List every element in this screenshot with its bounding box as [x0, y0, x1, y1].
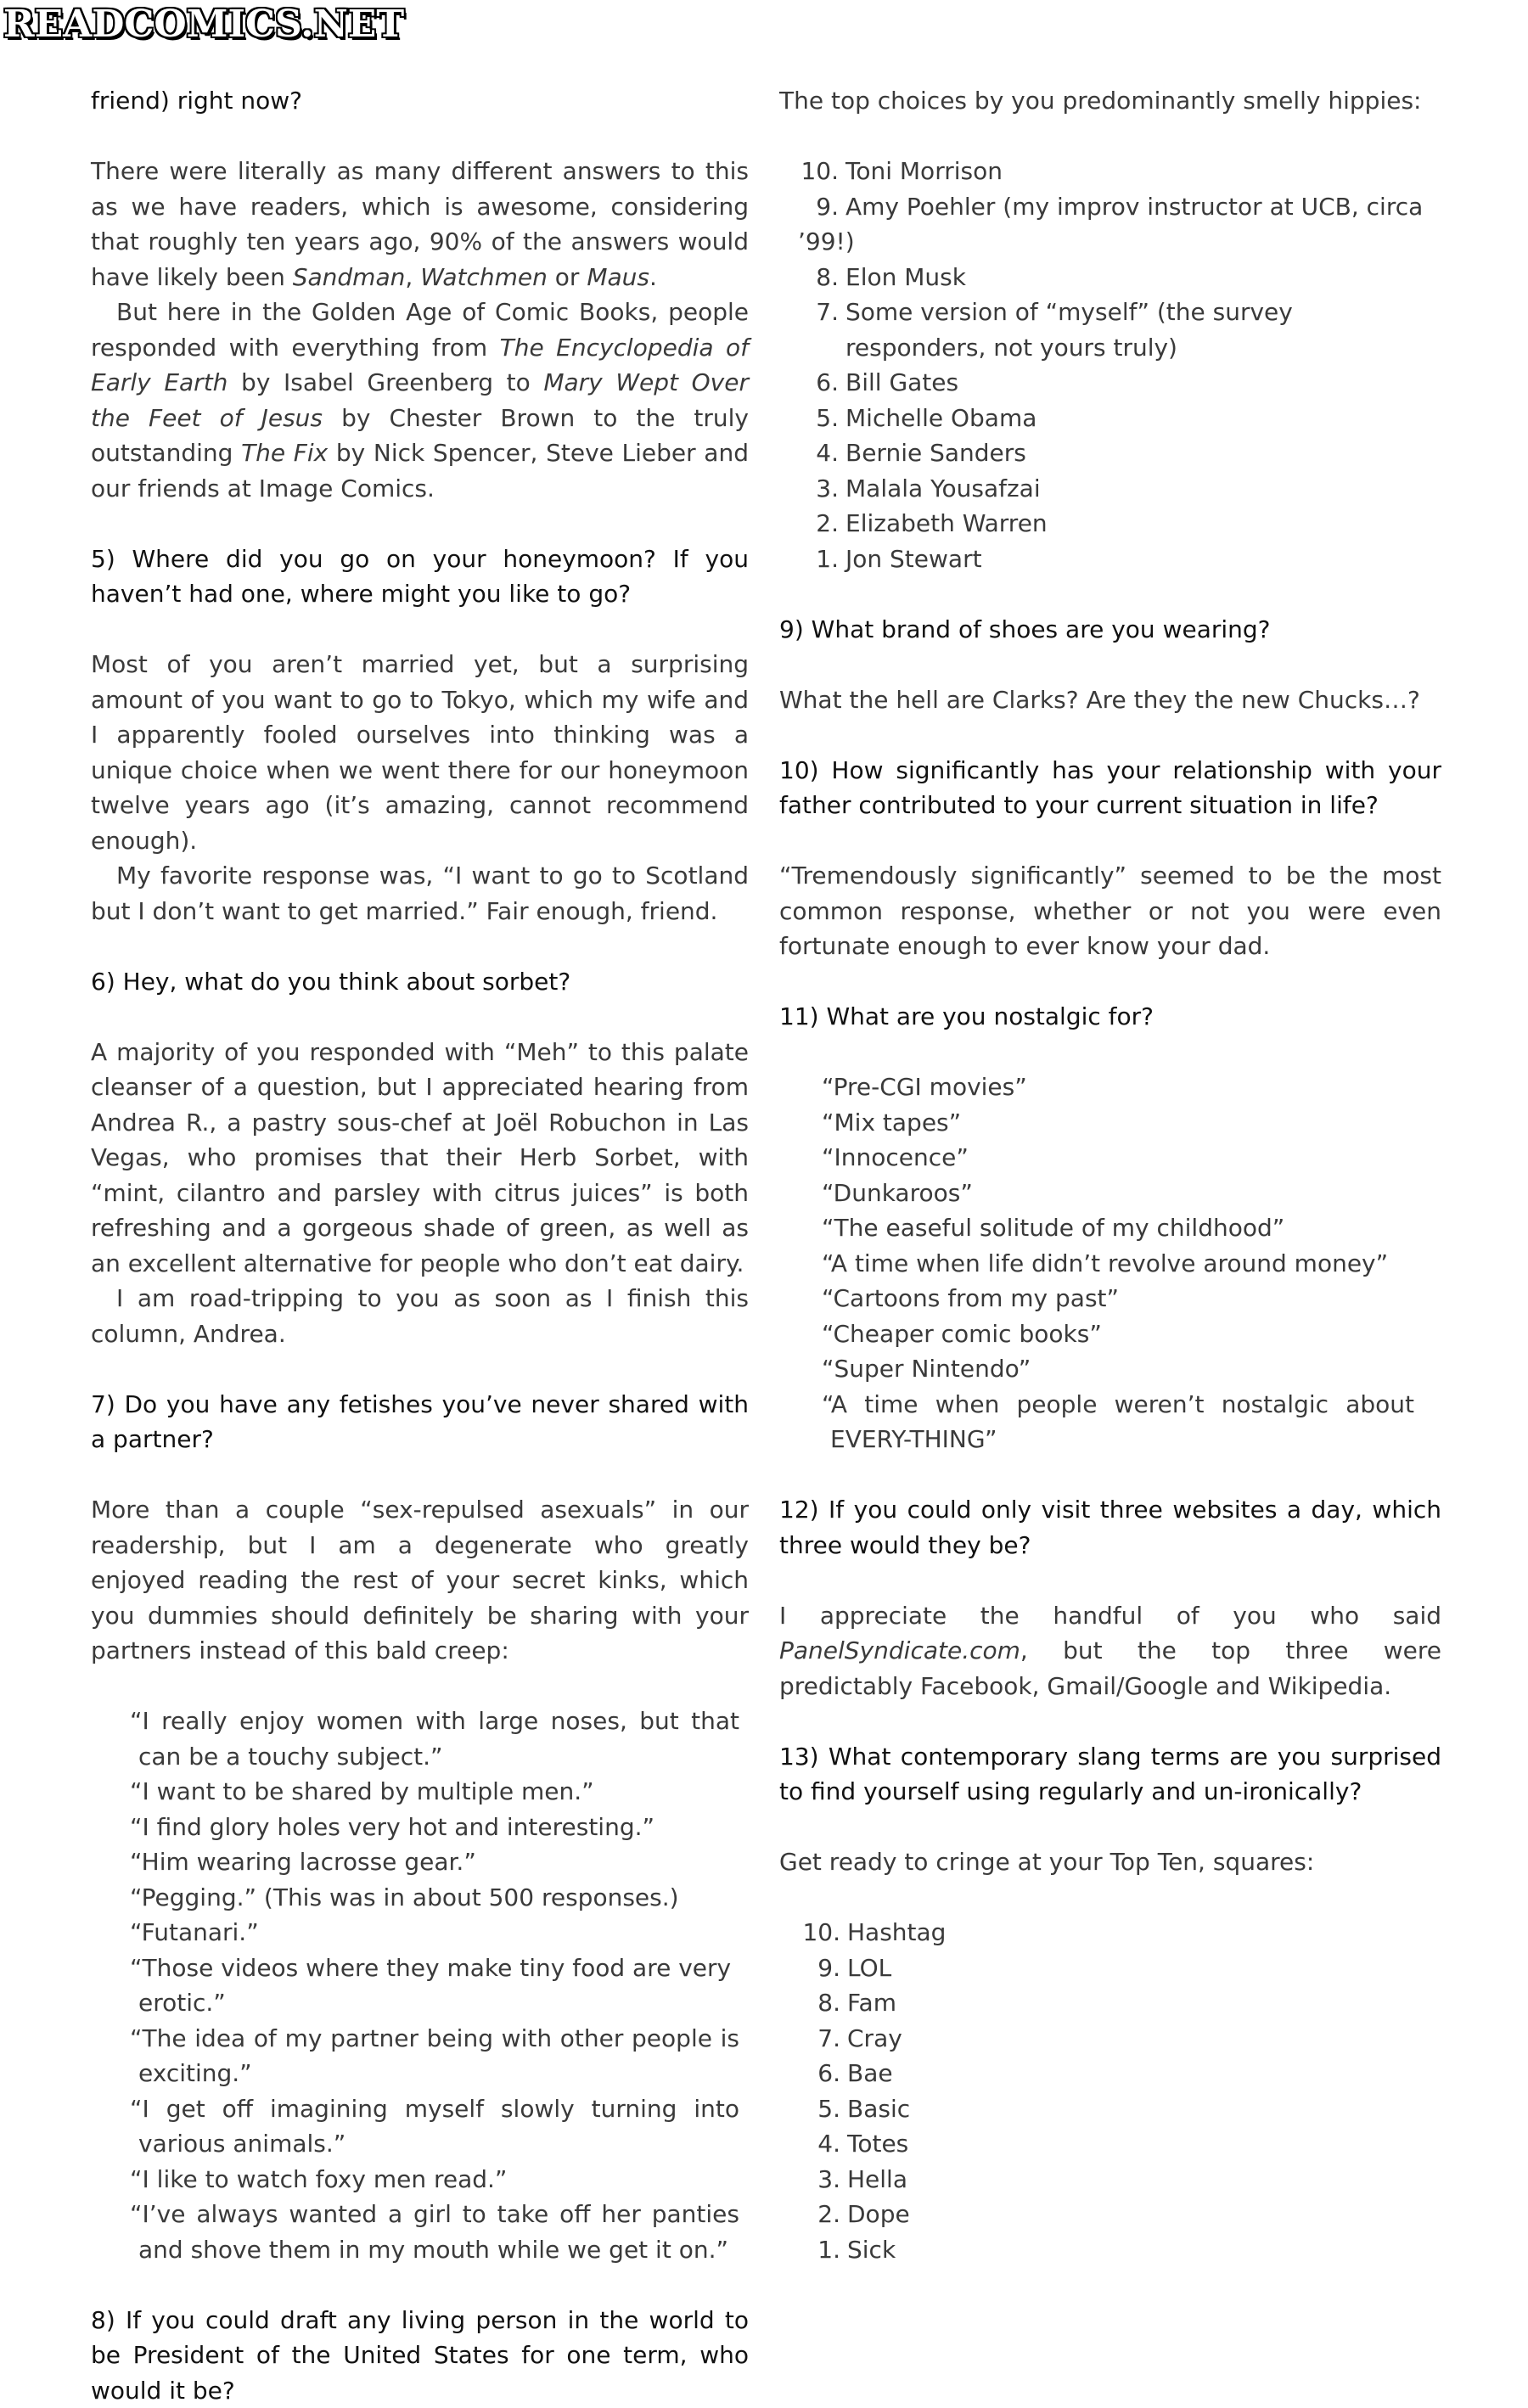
q8-intro: The top choices by you predominantly smelly hippies: — [779, 83, 1441, 119]
q4-answer-1 — [91, 154, 749, 295]
list-item — [798, 542, 1441, 577]
list-item — [801, 1951, 1441, 1986]
period: . — [649, 263, 657, 291]
list-item — [801, 2197, 1441, 2232]
list-item — [801, 2232, 1441, 2268]
list-text: Jon Stewart — [845, 545, 982, 573]
or: or — [548, 263, 587, 291]
right-column — [779, 83, 1441, 2267]
list-number: 9. — [801, 1951, 847, 1986]
list-item: “Mix tapes” — [803, 1105, 1414, 1141]
question-7: 7) Do you have any fetishes you’ve never shared with a partner? — [91, 1387, 749, 1457]
list-number: 8. — [798, 260, 845, 295]
list-number: 7. — [801, 2021, 847, 2057]
list-number: 4. — [798, 435, 845, 471]
list-item — [798, 154, 1441, 189]
list-item — [801, 2021, 1441, 2057]
title-sandman: Sandman — [293, 263, 406, 291]
list-item — [801, 2162, 1441, 2198]
list-item — [801, 2091, 1441, 2127]
list-number: 4. — [801, 2126, 847, 2162]
list-item — [798, 435, 1441, 471]
list-number: 1. — [798, 542, 845, 577]
president-list — [779, 154, 1441, 576]
list-item: “Cartoons from my past” — [803, 1281, 1414, 1316]
list-text: Amy Poehler (my improv instructor at UCB, circa ’99!) — [798, 193, 1423, 256]
site-logo[interactable]: READCOMICS.NET — [3, 3, 404, 46]
list-text: Elizabeth Warren — [845, 509, 1048, 537]
list-text: Bae — [847, 2059, 893, 2087]
list-number: 5. — [801, 2091, 847, 2127]
q4-answer-2 — [91, 295, 749, 506]
question-12: 12) If you could only visit three websites a day, which three would they be? — [779, 1492, 1441, 1563]
list-item: “A time when life didn’t revolve around money” — [803, 1246, 1414, 1282]
list-item: “Dunkaroos” — [803, 1176, 1414, 1211]
list-item: “Pegging.” (This was in about 500 responses.) — [111, 1880, 739, 1916]
list-item — [798, 260, 1441, 295]
q4-tail: friend) right now? — [91, 83, 749, 119]
list-item: “I want to be shared by multiple men.” — [111, 1774, 739, 1810]
list-text: Malala Yousafzai — [845, 474, 1041, 502]
list-item: “I really enjoy women with large noses, but that can be a touchy subject.” — [111, 1704, 739, 1774]
comma: , — [405, 263, 420, 291]
title-the-fix: The Fix — [241, 439, 328, 467]
question-13: 13) What contemporary slang terms are you surprised to find yourself using regularly and un-ironically? — [779, 1739, 1441, 1810]
q4-text-2a: But here in the Golden Age of Comic Books, people responded with everything from — [91, 298, 749, 362]
slang-list — [779, 1915, 1441, 2267]
list-text: Bill Gates — [845, 368, 958, 396]
q4-text-2b: by Isabel Greenberg to — [228, 368, 543, 396]
list-item: “I’ve always wanted a girl to take off her panties and shove them in my mouth while we get it on.” — [111, 2197, 739, 2267]
list-text: Toni Morrison — [845, 157, 1003, 185]
list-item — [798, 471, 1441, 507]
q4-text-2c: by Chester Brown to the truly outstanding — [91, 404, 749, 468]
question-9: 9) What brand of shoes are you wearing? — [779, 612, 1441, 648]
q9-answer: What the hell are Clarks? Are they the new Chucks…? — [779, 682, 1441, 718]
left-column — [91, 83, 749, 2408]
question-10: 10) How significantly has your relationship with your father contributed to your current situation in life? — [779, 753, 1441, 823]
list-item — [798, 189, 1441, 260]
list-item — [798, 506, 1441, 542]
list-number: 6. — [798, 365, 845, 401]
list-number: 3. — [798, 471, 845, 507]
list-item: “Super Nintendo” — [803, 1351, 1414, 1387]
title-maus: Maus — [587, 263, 649, 291]
q12-text-1: I appreciate the handful of you who said — [779, 1602, 1441, 1630]
list-text: Totes — [847, 2130, 908, 2158]
q12-answer — [779, 1598, 1441, 1704]
question-6: 6) Hey, what do you think about sorbet? — [91, 964, 749, 1000]
list-item — [801, 2126, 1441, 2162]
list-item: “I like to watch foxy men read.” — [111, 2162, 739, 2198]
list-number: 9. — [798, 189, 845, 225]
question-5: 5) Where did you go on your honeymoon? If you haven’t had one, where might you like to go? — [91, 542, 749, 612]
q13-intro: Get ready to cringe at your Top Ten, squares: — [779, 1844, 1441, 1880]
nostalgia-list — [779, 1069, 1414, 1457]
question-8: 8) If you could draft any living person in the world to be President of the United States for one term, who would it be? — [91, 2303, 749, 2408]
q5-answer-2: My favorite response was, “I want to go to Scotland but I don’t want to get married.” Fair enough, friend. — [91, 858, 749, 929]
list-number: 3. — [801, 2162, 847, 2198]
list-text: Hashtag — [847, 1918, 946, 1946]
panel-syndicate-site: PanelSyndicate.com — [779, 1636, 1020, 1664]
list-item: “The idea of my partner being with other people is exciting.” — [111, 2021, 739, 2091]
q12-text-2: , but the top three were predictably Facebook, Gmail/Google and Wikipedia. — [779, 1636, 1441, 1700]
list-item: “I find glory holes very hot and interesting.” — [111, 1810, 739, 1845]
title-watchmen: Watchmen — [420, 263, 548, 291]
list-number: 10. — [798, 154, 845, 189]
title-encyclopedia: The Encyclopedia of Early Earth — [91, 334, 749, 397]
q6-answer-1: A majority of you responded with “Meh” to this palate cleanser of a question, but I appreciated hearing from Andrea R., a pastry sous-chef at Joël Robuchon in Las Vegas, who promises that their Herb Sorbet, with “mint, cilantro and parsley with citrus juices” is both refreshing and a gorgeous shade of green, as well as an excellent alternative for people who don’t eat dairy. — [91, 1035, 749, 1282]
list-text: Hella — [847, 2165, 907, 2193]
list-item — [798, 295, 1441, 365]
list-text: LOL — [847, 1954, 891, 1982]
q7-answer-1: More than a couple “sex-repulsed asexuals” in our readership, but I am a degenerate who greatly enjoyed reading the rest of your secret kinks, which you dummies should definitely be sharing with your partners instead of this bald creep: — [91, 1492, 749, 1669]
list-number: 8. — [801, 1985, 847, 2021]
q4-text-1: There were literally as many different answers to this as we have readers, which is awesome, considering that roughly ten years ago, 90% of the answers would have likely been — [91, 157, 749, 291]
question-11: 11) What are you nostalgic for? — [779, 999, 1441, 1035]
list-text: Basic — [847, 2095, 910, 2123]
list-item: “Those videos where they make tiny food are very erotic.” — [111, 1951, 739, 2021]
list-number: 10. — [801, 1915, 847, 1951]
title-mary-wept: Mary Wept Over the Feet of Jesus — [91, 368, 749, 432]
list-number: 2. — [798, 506, 845, 542]
list-item: “A time when people weren’t nostalgic about EVERY-THING” — [803, 1387, 1414, 1457]
list-text: Fam — [847, 1989, 896, 2017]
list-text: Bernie Sanders — [845, 439, 1026, 467]
list-text: Sick — [847, 2236, 896, 2264]
list-item — [798, 401, 1441, 436]
q5-answer-1: Most of you aren’t married yet, but a surprising amount of you want to go to Tokyo, which my wife and I apparently fooled ourselves into thinking was a unique choice when we went there for our honeymoon twelve years ago (it’s amazing, cannot recommend enough). — [91, 647, 749, 858]
list-item: “Cheaper comic books” — [803, 1316, 1414, 1352]
fetish-quote-list — [91, 1704, 739, 2267]
list-item: “Futanari.” — [111, 1915, 739, 1951]
q6-answer-2: I am road-tripping to you as soon as I finish this column, Andrea. — [91, 1281, 749, 1351]
list-item — [801, 1915, 1441, 1951]
list-item: “Pre-CGI movies” — [803, 1069, 1414, 1105]
list-number: 1. — [801, 2232, 847, 2268]
list-number: 6. — [801, 2056, 847, 2091]
list-text: Cray — [847, 2024, 902, 2052]
list-item: “I get off imagining myself slowly turning into various animals.” — [111, 2091, 739, 2162]
list-item: “Him wearing lacrosse gear.” — [111, 1844, 739, 1880]
list-item: “Innocence” — [803, 1140, 1414, 1176]
list-text: Michelle Obama — [845, 404, 1036, 432]
list-item: “The easeful solitude of my childhood” — [803, 1210, 1414, 1246]
list-item — [801, 2056, 1441, 2091]
list-number: 2. — [801, 2197, 847, 2232]
list-number: 5. — [798, 401, 845, 436]
list-number: 7. — [798, 295, 845, 365]
q4-text-2d: by Nick Spencer, Steve Lieber and our friends at Image Comics. — [91, 439, 749, 502]
list-text: Some version of “myself” (the survey responders, not yours truly) — [845, 295, 1406, 365]
list-item — [801, 1985, 1441, 2021]
list-text: Elon Musk — [845, 263, 966, 291]
q10-answer: “Tremendously significantly” seemed to be the most common response, whether or not you were even fortunate enough to ever know your dad. — [779, 858, 1441, 964]
list-text: Dope — [847, 2200, 910, 2228]
list-item — [798, 365, 1441, 401]
